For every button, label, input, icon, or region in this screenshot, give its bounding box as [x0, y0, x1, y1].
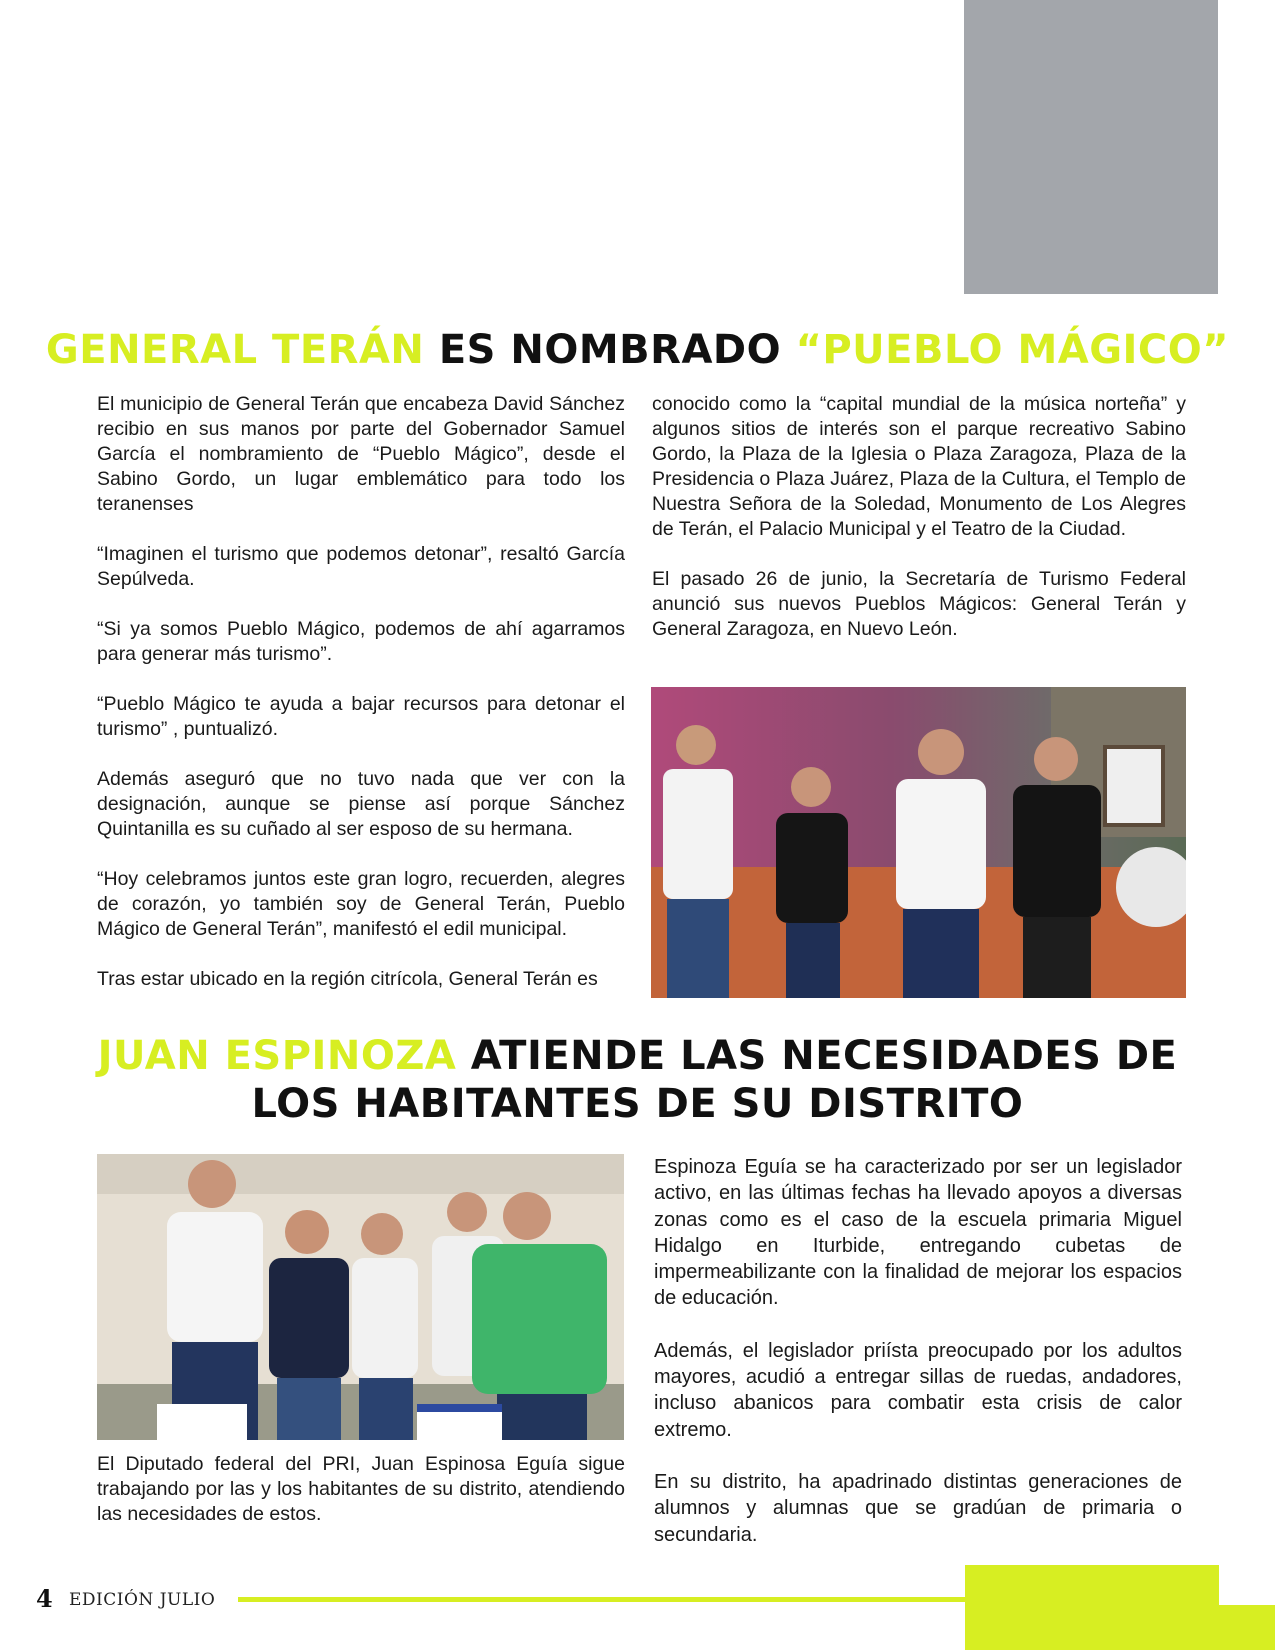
edition-label: EDICIÓN JULIO: [69, 1590, 216, 1610]
paragraph: Además, el legislador priísta preocupado por los adultos mayores, acudió a entregar sillas de ruedas, andadores, incluso abanicos para combatir esta crisis de calor extremo.: [654, 1339, 1182, 1441]
headline-text: ES NOMBRADO: [424, 327, 796, 373]
paragraph: “Hoy celebramos juntos este gran logro, recuerden, alegres de corazón, yo también soy de General Terán, Pueblo Mágico de General Terán”, manifestó el edil municipal.: [97, 868, 625, 940]
article2-column-right: [654, 1154, 1182, 1548]
paragraph: conocido como la “capital mundial de la música norteña” y algunos sitios de interés son el parque recreativo Sabino Gordo, la Plaza de la Iglesia o Plaza Zaragoza, Plaza de la Presidencia o Plaza Juárez, Plaza de la Cultura, el Templo de Nuestra Señora de la Soledad, Monumento de Los Alegres de Terán, el Palacio Municipal y el Teatro de la Ciudad.: [652, 393, 1186, 540]
paragraph: El pasado 26 de junio, la Secretaría de Turismo Federal anunció sus nuevos Pueblos Mágicos: General Terán y General Zaragoza, en Nuevo León.: [652, 568, 1186, 640]
paragraph: El Diputado federal del PRI, Juan Espinosa Eguía sigue trabajando por las y los habitantes de su distrito, atendiendo las necesidades de estos.: [97, 1453, 625, 1525]
paragraph: Tras estar ubicado en la región citrícola, General Terán es: [97, 968, 598, 990]
headline-accent: JUAN ESPINOZA: [97, 1033, 457, 1079]
footer-accent-block-edge: [1219, 1605, 1275, 1650]
headline-accent-2: “PUEBLO MÁGICO”: [795, 327, 1230, 373]
paragraph: Espinoza Eguía se ha caracterizado por ser un legislador activo, en las últimas fechas ha llevado apoyos a diversas zonas como es el caso de la escuela primaria Miguel Hidalgo en Iturbide, entregando cubetas de impermeabilizante con la finalidad de mejorar los espacios de educación.: [654, 1156, 1182, 1310]
photo-juan-espinoza-event: [97, 1154, 624, 1440]
paragraph: El municipio de General Terán que encabeza David Sánchez recibio en sus manos por parte del Gobernador Samuel García el nombramiento de “Pueblo Mágico”, desde el Sabino Gordo, un lugar emblemático para todo los teranenses: [97, 393, 625, 515]
footer-accent-block: [965, 1565, 1219, 1650]
article2-headline: [0, 1032, 1275, 1128]
headline-line-2: LOS HABITANTES DE SU DISTRITO: [251, 1081, 1024, 1127]
article1-headline: [0, 326, 1275, 374]
article1-column-left: [97, 392, 625, 992]
paragraph: “Si ya somos Pueblo Mágico, podemos de ahí agarramos para generar más turismo”.: [97, 618, 625, 665]
footer-accent-line: [238, 1597, 998, 1602]
decorative-gray-block: [964, 0, 1218, 294]
paragraph: Además aseguró que no tuvo nada que ver con la designación, aunque se piense así porque Sánchez Quintanilla es su cuñado al ser esposo de su hermana.: [97, 768, 625, 840]
paragraph: “Pueblo Mágico te ayuda a bajar recursos para detonar el turismo” , puntualizó.: [97, 693, 625, 740]
page-number: 4: [36, 1584, 53, 1613]
headline-text: ATIENDE LAS NECESIDADES DE: [456, 1033, 1178, 1079]
photo-pueblo-magico-ceremony: [651, 687, 1186, 998]
headline-accent: GENERAL TERÁN: [45, 327, 425, 373]
paragraph: En su distrito, ha apadrinado distintas generaciones de alumnos y alumnas que se gradúan de primaria o secundaria.: [654, 1470, 1182, 1546]
paragraph: “Imaginen el turismo que podemos detonar”, resaltó García Sepúlveda.: [97, 543, 625, 590]
article1-column-right: [652, 392, 1186, 642]
article2-column-left: [97, 1452, 625, 1527]
headline-line-1: [0, 1032, 1275, 1080]
